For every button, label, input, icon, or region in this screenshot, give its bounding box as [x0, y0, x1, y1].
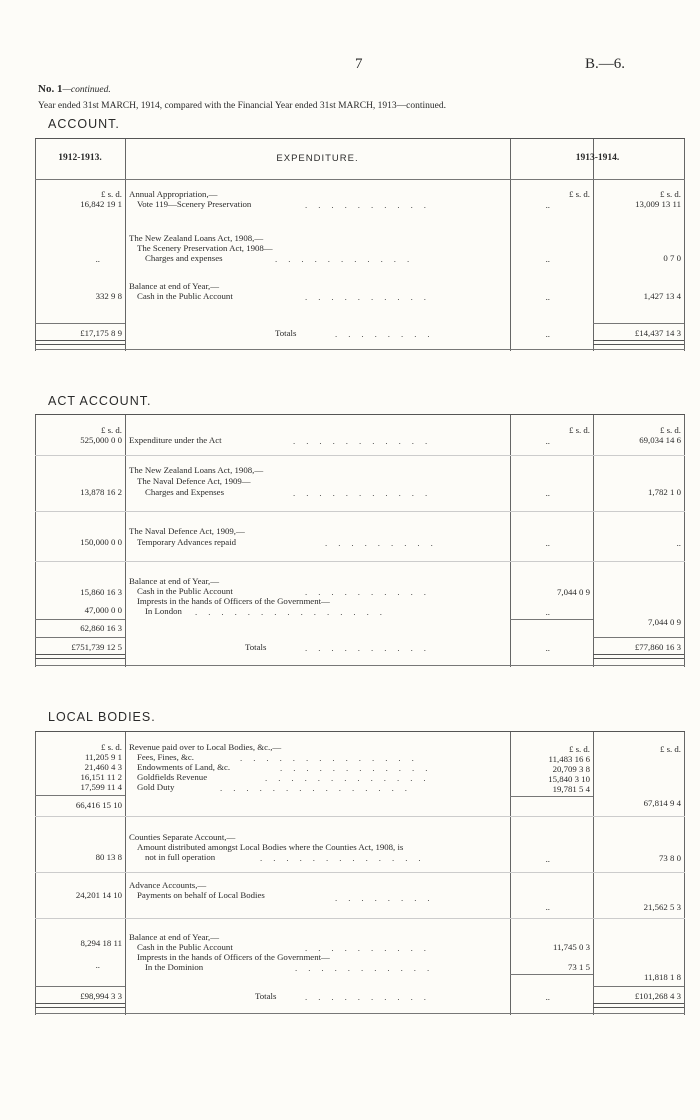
totals-label: Totals: [275, 328, 297, 338]
cell-1912-value: 11,205 9 1: [84, 752, 122, 762]
total-1913: £77,860 16 3: [634, 642, 681, 652]
cell-inner-value: ..: [545, 854, 550, 864]
cell-1912-value: 24,201 14 10: [75, 890, 122, 900]
cell-inner-value: ..: [545, 292, 550, 302]
row-label: Balance at end of Year,—: [129, 932, 220, 942]
cell-inner-value: 11,483 16 6: [548, 754, 590, 764]
row-label: Charges and Expenses: [145, 487, 224, 497]
cell-1912-value: 332 9 8: [95, 291, 122, 301]
cell-inner-value: ..: [545, 200, 550, 210]
cell-1912-value: 13,878 16 2: [80, 487, 122, 497]
row-label: The New Zealand Loans Act, 1908,—: [129, 465, 264, 475]
row-label: Advance Accounts,—: [129, 880, 207, 890]
cell-inner-value: ..: [545, 488, 550, 498]
cell-1912-subtotal: 66,416 15 10: [75, 800, 122, 810]
total-1913: £101,268 4 3: [634, 991, 681, 1001]
row-label: Amount distributed amongst Local Bodies where the Counties Act, 1908, is: [137, 842, 404, 852]
cell-inner-value: 7,044 0 9: [557, 587, 590, 597]
cell-inner-value: ..: [545, 902, 550, 912]
row-label: Cash in the Public Account: [137, 586, 233, 596]
row-label: Charges and expenses: [145, 253, 223, 263]
totals-label: Totals: [245, 642, 267, 652]
cell-1912-value: 16,151 11 2: [80, 772, 122, 782]
row-label: Endowments of Land, &c.: [137, 762, 231, 772]
cell-1912-value: 150,000 0 0: [80, 537, 122, 547]
row-label: Imprests in the hands of Officers of the Government—: [137, 596, 330, 606]
cell-inner-value: 20,709 3 8: [552, 764, 590, 774]
row-label: Balance at end of Year,—: [129, 281, 220, 291]
document-reference: B.—6.: [585, 56, 626, 72]
table-number: [38, 83, 111, 95]
cell-inner-value: 19,781 5 4: [552, 784, 590, 794]
cell-1913-value: ..: [676, 538, 681, 548]
row-label: In the Dominion: [145, 962, 204, 972]
cell-inner-value: ..: [545, 329, 550, 339]
cell-1913-value: 21,562 5 3: [643, 902, 681, 912]
local-bodies-table: £ s. d. £ s. d. £ s. d. Revenue paid over to Local Bodies, &c.,— 11,205 9 1 Fees, Fines, &c. .............. 11,483 16 6 21,460 4 3 Endowments of Land, &c. ............ 20,709 3 8 16,151 11 2 Goldfields Revenue ............. 15,840 3 10 17,599 11 4 Gold Duty ............... 19,781 5 4 66,416 15 10 67,814 9 4 80 13 8 Counties Separate Account,— Amount distributed amongst Local Bodies where the Counties Act, 1908, is not in full operation ............. .. 73 8 0 24,201 14 10 Advance Accounts,— Payments on behalf of Local Bodies ........ .. 21,562 5 3 8,294 18 11 .. Balance at end of Year,— Cash in the Public Account Imprests in the hands of Officers of the Government— In the Dominion .......... ........... 11,745 0 3 73 1 5 11,818 1 8 £98,994 3 3 Totals .......... .. £101,268 4 3: [35, 731, 685, 1015]
row-label: In London: [145, 606, 182, 616]
section-heading-account: ACCOUNT.: [48, 117, 120, 131]
col-header-expenditure: EXPENDITURE.: [276, 153, 359, 164]
currency-header: £ s. d.: [659, 425, 681, 435]
cell-1913-value: 7,044 0 9: [648, 617, 681, 627]
cell-1913-value: 73 8 0: [659, 853, 681, 863]
currency-header: £ s. d.: [568, 744, 590, 754]
currency-header: £ s. d.: [100, 189, 122, 199]
cell-1912-value: 21,460 4 3: [84, 762, 122, 772]
currency-header: £ s. d.: [568, 189, 590, 199]
cell-inner-value: ..: [545, 607, 550, 617]
cell-1912-value: 8,294 18 11: [80, 938, 122, 948]
page-subtitle: Year ended 31st MARCH, 1914, compared with the Financial Year ended 31st MARCH, 1913—continued.: [38, 101, 447, 111]
row-label: Temporary Advances repaid: [137, 537, 237, 547]
row-label: The Scenery Preservation Act, 1908—: [137, 243, 273, 253]
cell-1913-value: 0 7 0: [663, 253, 681, 263]
row-label: Imprests in the hands of Officers of the Government—: [137, 952, 330, 962]
row-label: Vote 119—Scenery Preservation: [137, 199, 252, 209]
cell-1912-value: ..: [95, 254, 100, 264]
totals-label: Totals: [255, 991, 277, 1001]
cell-1912-value: 17,599 11 4: [80, 782, 122, 792]
currency-header: £ s. d.: [100, 425, 122, 435]
total-1912: £98,994 3 3: [80, 991, 122, 1001]
row-label: The New Zealand Loans Act, 1908,—: [129, 233, 264, 243]
currency-header: £ s. d.: [659, 744, 681, 754]
row-label: not in full operation: [145, 852, 216, 862]
cell-inner-value: ..: [545, 643, 550, 653]
cell-inner-value: ..: [545, 992, 550, 1002]
row-label: Expenditure under the Act: [129, 435, 222, 445]
cell-1913-value: 1,782 1 0: [648, 487, 681, 497]
cell-1912-value: ..: [95, 960, 100, 970]
cell-1913-value: 13,009 13 11: [635, 199, 681, 209]
cell-1913-value: 1,427 13 4: [643, 291, 681, 301]
cell-1912-value: 15,860 16 3: [80, 587, 122, 597]
table-number-label: No. 1: [38, 83, 63, 95]
act-account-table: £ s. d. £ s. d. £ s. d. 525,000 0 0 Expenditure under the Act ........... .. 69,034 14 6 13,878 16 2 The New Zealand Loans Act, 1908,— The Naval Defence Act, 1909— Charges and Expenses ........... .. 1,782 1 0 150,000 0 0 The Naval Defence Act, 1909,— Temporary Advances repaid ......... .. .. 15,860 16 3 47,000 0 0 62,860 16 3 Balance at end of Year,— Cash in the Public Account Imprests in the hands of Officers of the Government— In London .......... ............... 7,044 0 9 .. 7,044 0 9 £751,739 12 5 Totals .......... .. £77,860 16 3: [35, 414, 685, 667]
total-1912: £17,175 8 9: [80, 328, 122, 338]
currency-header: £ s. d.: [568, 425, 590, 435]
row-label: Counties Separate Account,—: [129, 832, 236, 842]
row-label: The Naval Defence Act, 1909,—: [129, 526, 245, 536]
cell-inner-value: ..: [545, 538, 550, 548]
cell-inner-value: ..: [545, 436, 550, 446]
page-number: 7: [355, 56, 363, 72]
account-table: 1912-1913. EXPENDITURE. 1913-1914. £ s. d. £ s. d. £ s. d. 16,842 19 1 Annual Appropriation,— Vote 119—Scenery Preservation .......... .. 13,009 13 11 .. The New Zealand Loans Act, 1908,— The Scenery Preservation Act, 1908— Charges and expenses ........... .. 0 7 0 332 9 8 Balance at end of Year,— Cash in the Public Account .......... .. 1,427 13 4 £17,175 8 9 Totals ........ .. £14,437 14 3: [35, 138, 685, 351]
table-number-continued: —continued.: [62, 85, 111, 95]
row-label: Cash in the Public Account: [137, 942, 233, 952]
row-label: Payments on behalf of Local Bodies: [137, 890, 265, 900]
section-heading-act-account: ACT ACCOUNT.: [48, 394, 152, 408]
cell-1913-value: 11,818 1 8: [643, 972, 681, 982]
cell-inner-value: ..: [545, 254, 550, 264]
currency-header: £ s. d.: [100, 742, 122, 752]
cell-1912-value: 47,000 0 0: [84, 605, 122, 615]
cell-inner-value: 15,840 3 10: [548, 774, 590, 784]
row-label: Annual Appropriation,—: [129, 189, 218, 199]
row-label: Gold Duty: [137, 782, 175, 792]
row-label: Fees, Fines, &c.: [137, 752, 194, 762]
col-header-1913-1914: 1913-1914.: [575, 153, 620, 163]
total-1912: £751,739 12 5: [71, 642, 122, 652]
total-1913: £14,437 14 3: [634, 328, 681, 338]
cell-inner-value: 11,745 0 3: [552, 942, 590, 952]
row-label: Goldfields Revenue: [137, 772, 208, 782]
cell-1912-value: 80 13 8: [95, 852, 122, 862]
currency-header: £ s. d.: [659, 189, 681, 199]
section-heading-local-bodies: LOCAL BODIES.: [48, 710, 156, 724]
cell-inner-value: 73 1 5: [568, 962, 590, 972]
row-label: The Naval Defence Act, 1909—: [137, 476, 251, 486]
cell-1912-value: 525,000 0 0: [80, 435, 122, 445]
cell-1912-subtotal: 62,860 16 3: [80, 623, 122, 633]
cell-1913-value: 69,034 14 6: [639, 435, 681, 445]
cell-1913-value: 67,814 9 4: [643, 798, 681, 808]
row-label: Balance at end of Year,—: [129, 576, 220, 586]
cell-1912-value: 16,842 19 1: [80, 199, 122, 209]
row-label: Cash in the Public Account: [137, 291, 233, 301]
row-label: Revenue paid over to Local Bodies, &c.,—: [129, 742, 282, 752]
col-header-1912-1913: 1912-1913.: [58, 153, 102, 163]
